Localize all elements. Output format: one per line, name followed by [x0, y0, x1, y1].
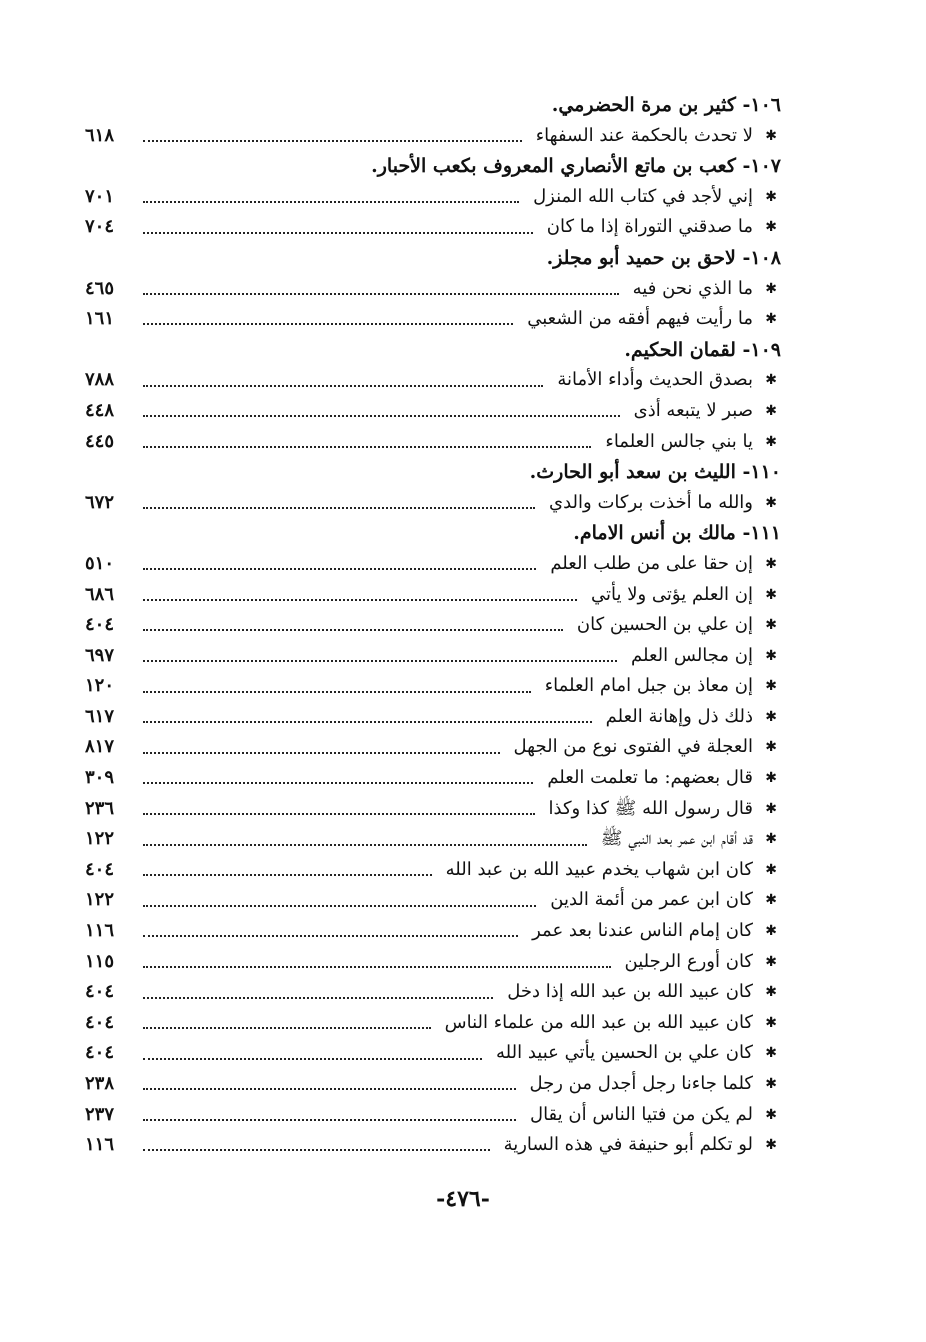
index-entry [85, 182, 781, 213]
asterisk-bullet-icon: ✱ [765, 555, 777, 572]
entry-page-number: ٥١٠ [85, 552, 115, 574]
entry-text: إن العلم يؤتى ولا يأتي [591, 583, 753, 605]
entry-page-number: ١١٦ [85, 1134, 115, 1156]
asterisk-bullet-icon: ✱ [765, 586, 777, 603]
entry-text: إن مجالس العلم [631, 644, 753, 666]
asterisk-bullet-icon: ✱ [765, 1076, 777, 1092]
asterisk-bullet-icon: ✱ [765, 739, 777, 756]
entry-text: لم يكن من فتيا الناس أن يقال [529, 1103, 753, 1125]
entry-page-number: ٧٠١ [85, 185, 115, 207]
asterisk-bullet-icon: ✱ [765, 1045, 777, 1062]
asterisk-bullet-icon: ✱ [765, 708, 777, 725]
dot-leader [143, 1056, 482, 1060]
dot-leader [143, 750, 500, 754]
asterisk-bullet-icon: ✱ [765, 800, 777, 817]
entry-text: كان عبيد الله بن عبد الله إذا دخل [507, 981, 753, 1003]
asterisk-bullet-icon: ✱ [765, 1106, 777, 1123]
entry-text: يا بني جالس العلماء [605, 430, 753, 452]
dot-leader [143, 842, 587, 846]
asterisk-bullet-icon: ✱ [765, 1137, 777, 1154]
entry-page-number: ٦١٨ [85, 124, 115, 146]
index-entry [85, 732, 781, 763]
entry-text: العجلة في الفتوى نوع من الجهل [513, 736, 753, 758]
dot-leader [143, 933, 518, 937]
entry-page-number: ٦١٧ [85, 705, 115, 727]
dot-leader [143, 230, 533, 234]
entry-text: إن حقا على من طلب العلم [550, 552, 753, 574]
entry-page-number: ٢٣٧ [85, 1103, 115, 1125]
entry-page-number: ٤٠٤ [85, 981, 115, 1003]
index-entry [85, 794, 781, 825]
page-number: -٤٧٦- [436, 1186, 490, 1212]
index-entry [85, 304, 781, 335]
dot-leader [143, 872, 432, 876]
asterisk-bullet-icon: ✱ [765, 617, 777, 634]
dot-leader [143, 780, 533, 784]
entry-text: صبر لا يتبعه أذى [633, 399, 753, 421]
dot-leader [143, 903, 536, 907]
entry-text: كان إمام الناس عندنا بعد عمر [532, 920, 753, 942]
asterisk-bullet-icon: ✱ [765, 831, 777, 848]
entry-page-number: ١١٥ [85, 950, 115, 972]
entry-page-number: ٦٧٢ [85, 491, 115, 513]
asterisk-bullet-icon: ✱ [765, 311, 777, 328]
dot-leader [143, 321, 513, 325]
dot-leader [143, 964, 611, 968]
entry-text: ما رأيت فيهم أفقه من الشعبي [527, 308, 753, 330]
entry-text: ما صدقني التوراة إذا ما كان [546, 216, 753, 238]
entry-page-number: ٤٠٤ [85, 614, 115, 636]
index-entry [85, 855, 781, 886]
index-entry [85, 885, 781, 916]
entry-page-number: ٤٠٤ [85, 858, 115, 880]
asterisk-bullet-icon: ✱ [765, 494, 777, 511]
entry-page-number: ٦٩٧ [85, 644, 115, 666]
section-heading: ١٠٨- لاحق بن حميد أبو مجلز. [546, 246, 781, 269]
entry-text: كان ابن شهاب يخدم عبيد الله بن عبد الله [445, 858, 753, 880]
entry-page-number: ٧٨٨ [85, 369, 115, 391]
dot-leader [143, 1117, 516, 1121]
entry-page-number: ١٦١ [85, 308, 115, 330]
dot-leader [143, 689, 531, 693]
index-entry [85, 121, 781, 152]
dot-leader [143, 199, 519, 203]
entry-page-number: ١١٦ [85, 920, 115, 942]
dot-leader [143, 413, 620, 417]
entry-text: كان أورع الرجلين [624, 950, 753, 972]
section-heading: ١١١- مالك بن أنس الامام. [573, 522, 781, 545]
index-entry [85, 396, 781, 427]
dot-leader [143, 444, 591, 448]
asterisk-bullet-icon: ✱ [765, 280, 777, 297]
index-entry [85, 671, 781, 702]
index-entry [85, 274, 781, 305]
index-list [85, 90, 781, 1161]
dot-leader [143, 138, 522, 142]
asterisk-bullet-icon: ✱ [765, 923, 777, 940]
dot-leader [143, 597, 577, 601]
index-entry [85, 580, 781, 611]
entry-text: كان عبيد الله بن عبد الله من علماء الناس [444, 1011, 753, 1033]
entry-text: والله ما أخذت بركات والدي [549, 491, 753, 513]
entry-page-number: ١٢٠ [85, 675, 115, 697]
asterisk-bullet-icon: ✱ [765, 770, 777, 787]
section-heading: ١٠٦- كثير بن مرة الحضرمي. [551, 94, 781, 116]
entry-page-number: ١٢٢ [85, 889, 115, 911]
entry-text: ما الذي نحن فيه [632, 277, 753, 299]
entry-page-number: ١٢٢ [85, 828, 115, 850]
index-entry [85, 763, 781, 794]
asterisk-bullet-icon: ✱ [765, 372, 777, 389]
dot-leader [143, 1025, 431, 1029]
index-entry [85, 916, 781, 947]
index-entry [85, 824, 781, 855]
dot-leader [143, 995, 493, 999]
entry-page-number: ٤٤٥ [85, 430, 115, 452]
index-entry [85, 1069, 781, 1100]
entry-page-number: ٨١٧ [85, 736, 115, 758]
index-entry [85, 947, 781, 978]
dot-leader [143, 627, 563, 631]
index-entry [85, 702, 781, 733]
index-entry [85, 641, 781, 672]
asterisk-bullet-icon: ✱ [765, 892, 777, 909]
index-entry [85, 365, 781, 396]
entry-page-number: ٤٤٨ [85, 399, 115, 421]
entry-page-number: ٢٣٨ [85, 1073, 115, 1094]
index-entry [85, 610, 781, 641]
dot-leader [143, 291, 619, 295]
entry-text: كلما جاءنا رجل أجدل من رجل [529, 1073, 753, 1094]
entry-text: إن علي بن الحسين كان [576, 614, 753, 636]
dot-leader [143, 1147, 490, 1151]
dot-leader [143, 566, 536, 570]
asterisk-bullet-icon: ✱ [765, 188, 777, 205]
entry-page-number: ٢٣٦ [85, 797, 115, 819]
dot-leader [143, 811, 535, 815]
entry-text: كان علي بن الحسين يأتي عبيد الله [496, 1042, 753, 1064]
dot-leader [143, 658, 617, 662]
asterisk-bullet-icon: ✱ [765, 984, 777, 1001]
entry-page-number: ٤٦٥ [85, 277, 115, 299]
index-entry [85, 1130, 781, 1161]
index-entry [85, 1100, 781, 1131]
entry-page-number: ٤٠٤ [85, 1011, 115, 1033]
index-entry [85, 1038, 781, 1069]
asterisk-bullet-icon: ✱ [765, 402, 777, 419]
index-entry [85, 549, 781, 580]
entry-text: لا تحدث بالحكمة عند السفهاء [535, 124, 753, 146]
section-heading: ١٠٩- لقمان الحكيم. [624, 338, 781, 361]
section-heading: ١٠٧- كعب بن ماتع الأنصاري المعروف بكعب الأحبار. [371, 155, 781, 178]
index-entry [85, 488, 781, 519]
dot-leader [143, 505, 535, 509]
entry-page-number: ٦٨٦ [85, 583, 115, 605]
index-entry [85, 1008, 781, 1039]
dot-leader [143, 383, 543, 387]
entry-text: بصدق الحديث وأداء الأمانة [557, 369, 753, 391]
entry-text: إني لأجد في كتاب الله المنزل [533, 185, 753, 207]
asterisk-bullet-icon: ✱ [765, 647, 777, 664]
entry-page-number: ٣٠٩ [85, 767, 115, 789]
entry-text: إن معاذ بن جبل امام العلماء [544, 675, 753, 697]
asterisk-bullet-icon: ✱ [765, 127, 777, 144]
entry-text: لو تكلم أبو حنيفة في هذه السارية [503, 1134, 753, 1156]
index-entry [85, 212, 781, 243]
asterisk-bullet-icon: ✱ [765, 953, 777, 970]
section-heading: ١١٠- الليث بن سعد أبو الحارث. [529, 461, 781, 484]
dot-leader [143, 1086, 516, 1090]
asterisk-bullet-icon: ✱ [765, 861, 777, 878]
entry-text: كان ابن عمر من أئمة الدين [550, 889, 753, 911]
entry-page-number: ٧٠٤ [85, 216, 115, 238]
entry-page-number: ٤٠٤ [85, 1042, 115, 1064]
asterisk-bullet-icon: ✱ [765, 1014, 777, 1031]
index-entry [85, 427, 781, 458]
entry-text: قد أقام ابن عمر بعد النبي ﷺ [600, 828, 753, 850]
entry-text: قال بعضهم: ما تعلمت العلم [547, 767, 753, 789]
asterisk-bullet-icon: ✱ [765, 678, 777, 695]
entry-text: ذلك ذل وإهانة العلم [605, 705, 753, 727]
entry-text: قال رسول الله ﷺ كذا وكذا [548, 797, 753, 819]
asterisk-bullet-icon: ✱ [765, 219, 777, 236]
index-entry [85, 977, 781, 1008]
dot-leader [143, 719, 592, 723]
asterisk-bullet-icon: ✱ [765, 433, 777, 450]
